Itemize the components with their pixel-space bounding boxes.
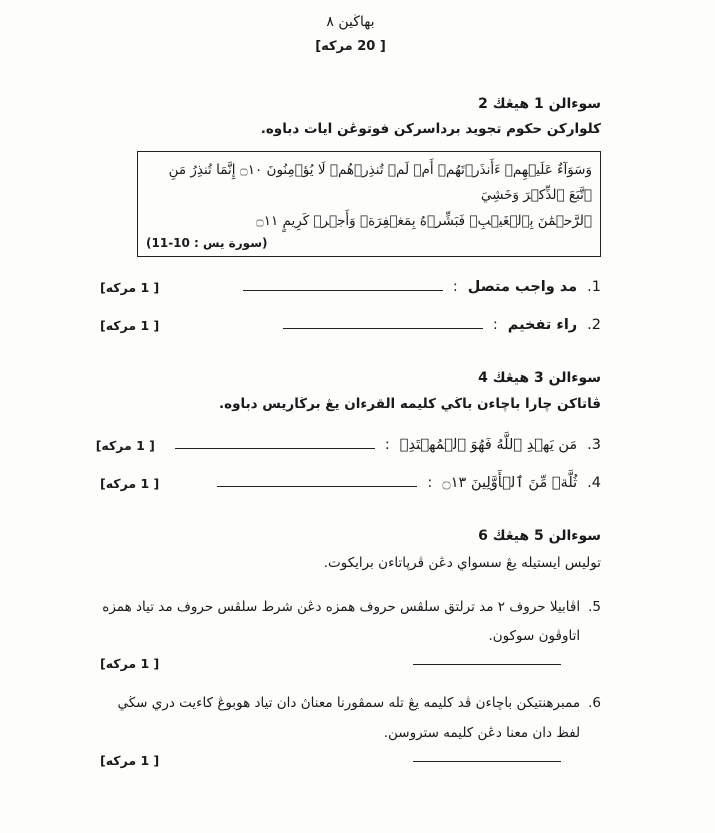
- answer-row-5: [100, 656, 601, 671]
- question-number: 4.: [587, 475, 601, 492]
- verse-line-2: ٱلرَّحۡمَٰنَ بِٱلۡغَيۡبِۖ فَبَشِّرۡهُ بِمَغۡفِرَةٖ وَأَجۡرٖ كَرِيمٍ ۝١١: [255, 212, 592, 229]
- question-6: [100, 689, 601, 748]
- section2-instruction: ڤاتاكن چارا باچاءن باڬي كليمه القرءان يڠ برڬاريس دباوه.: [219, 395, 601, 412]
- question-text: اڤابيلا حروف ٢ مد ترلتق سلڤس حروف همزه دڠن شرط سلڤس حروف مد تياد همزه: [102, 598, 581, 615]
- question-1: [100, 279, 601, 295]
- question-number: 2.: [587, 317, 601, 334]
- question-label: مد واجب متصل: [467, 279, 578, 296]
- marks-6: [ 1 مركه]: [100, 752, 160, 768]
- marks-2: [ 1 مركه]: [100, 318, 160, 334]
- colon: :: [452, 279, 458, 296]
- question-label: ثُلَّةٞ مِّنَ ٱلۡأَوَّلِينَ ۝١٣: [442, 475, 578, 492]
- answer-line-5[interactable]: [413, 663, 561, 665]
- question-label: راء تفخيم: [507, 317, 578, 334]
- question-number: 3.: [587, 437, 601, 454]
- colon: :: [384, 437, 390, 454]
- total-marks: [ 20 مركه]: [315, 39, 386, 55]
- question-2: [100, 317, 601, 333]
- question-label: مَن يَهۡدِ ٱللَّهُ فَهُوَ ٱلۡمُهۡتَدِۖ: [399, 437, 578, 454]
- answer-line-2[interactable]: [283, 327, 483, 329]
- marks-1: [ 1 مركه]: [100, 280, 160, 296]
- part-title: بهاڬين ٨: [326, 14, 375, 30]
- answer-line-3[interactable]: [175, 447, 375, 449]
- answer-row-6: [100, 753, 601, 768]
- section1-instruction: كلواركن حكوم تجويد برداسركن فوتوڠن ايات دباوه.: [260, 120, 601, 137]
- answer-line-6[interactable]: [413, 760, 561, 762]
- question-text: ممبرهنتيكن باچاءن ڤد كليمه يڠ تله سمڤورنا معناڽ دان تياد هوبوڠ كاءيت دري سڬي: [117, 695, 581, 712]
- question-4: [100, 475, 601, 491]
- question-number: 6.: [588, 695, 601, 712]
- answer-line-4[interactable]: [217, 485, 417, 487]
- marks-5: [ 1 مركه]: [100, 656, 160, 672]
- marks-3: [ 1 مركه]: [95, 438, 155, 454]
- question-3: [95, 437, 601, 454]
- colon: :: [492, 317, 498, 334]
- verse-box: [137, 151, 601, 258]
- answer-line-1[interactable]: [243, 289, 443, 291]
- question-6-line2: لفظ دان معنا دڠن كليمه ستروسن.: [383, 724, 581, 741]
- section3-heading: سوءالن 5 هيڠڬ 6: [478, 528, 601, 545]
- section2-heading: سوءالن 3 هيڠڬ 4: [478, 370, 601, 387]
- section3-instruction: توليس ايستيله يڠ سسواي دڠن ڤرڽاتاءن برايكوت.: [323, 554, 601, 571]
- colon: :: [427, 475, 433, 492]
- question-5-line2: اتاوڤون سوكون.: [488, 628, 581, 645]
- section1-heading: سوءالن 1 هيڠڬ 2: [478, 95, 601, 112]
- question-number: 5.: [588, 598, 601, 615]
- verse-line-1: وَسَوَآءٌ عَلَيۡهِمۡ ءَأَنذَرۡتَهُمۡ أَمۡ لَمۡ تُنذِرۡهُمۡ لَا يُؤۡمِنُونَ ۝١٠ إِنَّمَا تُنذِرُ مَنِ ٱتَّبَعَ ٱلذِّكۡرَ وَخَشِيَ: [168, 161, 592, 204]
- question-5: [100, 593, 601, 652]
- verse-reference: (سورة يس : 10-11): [146, 236, 268, 251]
- marks-4: [ 1 مركه]: [100, 476, 160, 492]
- question-number: 1.: [587, 279, 601, 296]
